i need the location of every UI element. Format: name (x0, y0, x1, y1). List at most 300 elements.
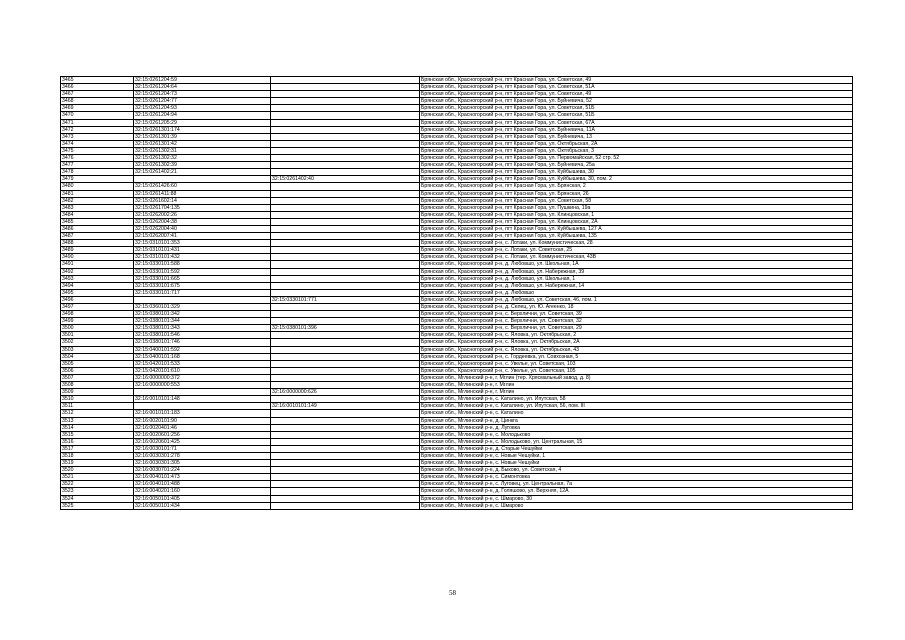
address-cell: Брянская обл., Красногорский р-н, пгт Красная Гора, ул. Советская, 49 (420, 91, 853, 98)
row-number-cell: 3484 (61, 211, 134, 218)
address-cell: Брянская обл., Красногорский р-н, пгт Красная Гора, ул. Октябрьская, 3 (420, 147, 853, 154)
row-number-cell: 3485 (61, 218, 134, 225)
table-row (61, 112, 853, 119)
table-row (61, 77, 853, 84)
cadastral-number-cell: 32:15:0261402:21 (134, 169, 271, 176)
cadastral-number-cell: 32:15:0262004:40 (134, 225, 271, 232)
cadastral-number-cell: 32:15:0420101:533 (134, 360, 271, 367)
related-cadastral-number-cell (271, 84, 420, 91)
related-cadastral-number-cell (271, 98, 420, 105)
related-cadastral-number-cell (271, 445, 420, 452)
table-row (61, 346, 853, 353)
row-number-cell: 3495 (61, 289, 134, 296)
address-cell: Брянская обл., Мглинский р-н, д. Быково, ул. Советская, 4 (420, 467, 853, 474)
related-cadastral-number-cell: 32:16:0000000:626 (271, 389, 420, 396)
table-row (61, 218, 853, 225)
table-row (61, 445, 853, 452)
address-cell: Брянская обл., Красногорский р-н, пгт Красная Гора, ул. Советская, 51Б (420, 112, 853, 119)
table-row (61, 225, 853, 232)
cadastral-number-cell: 32:15:0261302:39 (134, 162, 271, 169)
row-number-cell: 3494 (61, 282, 134, 289)
address-cell: Брянская обл., Красногорский р-н, пгт Красная Гора, ул. Куйбышева, 135 (420, 233, 853, 240)
cadastral-number-cell (134, 403, 271, 410)
table-row (61, 360, 853, 367)
table-row (61, 176, 853, 183)
cadastral-number-cell: 32:15:0330101:588 (134, 261, 271, 268)
table-row (61, 204, 853, 211)
table-row (61, 325, 853, 332)
cadastral-number-cell: 32:15:0380101:546 (134, 332, 271, 339)
address-cell: Брянская обл., Красногорский р-н, с. Яловка, ул. Октябрьская, 43 (420, 346, 853, 353)
address-cell: Брянская обл., Красногорский р-н, пгт Красная Гора, ул. Октябрьская, 2А (420, 140, 853, 147)
table-row (61, 133, 853, 140)
row-number-cell: 3479 (61, 176, 134, 183)
related-cadastral-number-cell (271, 353, 420, 360)
row-number-cell: 3515 (61, 431, 134, 438)
row-number-cell: 3490 (61, 254, 134, 261)
table-row (61, 318, 853, 325)
table-row (61, 367, 853, 374)
property-table (60, 76, 853, 510)
cadastral-number-cell: 32:15:0330101:675 (134, 282, 271, 289)
row-number-cell: 3512 (61, 410, 134, 417)
cadastral-number-cell: 32:16:0050101:434 (134, 502, 271, 509)
address-cell: Брянская обл., Красногорский р-н, пгт Красная Гора, ул. Куйбышева, 30 (420, 169, 853, 176)
cadastral-number-cell: 32:16:0000000:553 (134, 382, 271, 389)
related-cadastral-number-cell: 32:15:0330101:771 (271, 296, 420, 303)
related-cadastral-number-cell: 32:15:0261402:40 (271, 176, 420, 183)
table-row (61, 197, 853, 204)
cadastral-number-cell: 32:15:0400101:168 (134, 353, 271, 360)
page-number: 58 (449, 589, 456, 597)
table-row (61, 431, 853, 438)
row-number-cell: 3511 (61, 403, 134, 410)
address-cell: Брянская обл., Мглинский р-н, с. Симонтовка (420, 474, 853, 481)
row-number-cell: 3508 (61, 382, 134, 389)
table-row (61, 353, 853, 360)
cadastral-number-cell: 32:15:0261204:77 (134, 98, 271, 105)
table-row (61, 502, 853, 509)
cadastral-number-cell: 32:15:0310101:431 (134, 247, 271, 254)
address-cell: Брянская обл., Красногорский р-н, с. Гордеевка, ул. Совхозная, 5 (420, 353, 853, 360)
table-row (61, 247, 853, 254)
row-number-cell: 3473 (61, 133, 134, 140)
address-cell: Брянская обл., Красногорский р-н, с. Верхлични, ул. Советская, 32 (420, 318, 853, 325)
related-cadastral-number-cell (271, 431, 420, 438)
table-row (61, 410, 853, 417)
related-cadastral-number-cell (271, 424, 420, 431)
address-cell: Брянская обл., Красногорский р-н, пгт Красная Гора, ул. Советская, 51А (420, 84, 853, 91)
row-number-cell: 3489 (61, 247, 134, 254)
table-row (61, 282, 853, 289)
related-cadastral-number-cell (271, 495, 420, 502)
cadastral-number-cell: 32:16:0040201:160 (134, 488, 271, 495)
address-cell: Брянская обл., Красногорский р-н, пгт Красная Гора, ул. Буйневича, 52 (420, 98, 853, 105)
row-number-cell: 3503 (61, 346, 134, 353)
related-cadastral-number-cell: 32:16:0010101:149 (271, 403, 420, 410)
address-cell: Брянская обл., Мглинский р-н, с. Молодьково (420, 431, 853, 438)
table-row (61, 452, 853, 459)
row-number-cell: 3486 (61, 225, 134, 232)
table-row (61, 374, 853, 381)
related-cadastral-number-cell (271, 126, 420, 133)
cadastral-number-cell: 32:15:0261602:14 (134, 197, 271, 204)
row-number-cell: 3500 (61, 325, 134, 332)
address-cell: Брянская обл., Мглинский р-н, с. Шмарово (420, 502, 853, 509)
address-cell: Брянская обл., Красногорский р-н, пгт Красная Гора, ул. Куйбышева, 127 А (420, 225, 853, 232)
row-number-cell: 3476 (61, 155, 134, 162)
related-cadastral-number-cell (271, 488, 420, 495)
row-number-cell: 3475 (61, 147, 134, 154)
cadastral-number-cell: 32:16:0020101:90 (134, 417, 271, 424)
cadastral-number-cell: 32:15:0261301:42 (134, 140, 271, 147)
row-number-cell: 3483 (61, 204, 134, 211)
related-cadastral-number-cell (271, 119, 420, 126)
table-row (61, 98, 853, 105)
table-row (61, 403, 853, 410)
address-cell: Брянская обл., Красногорский р-н, пгт Красная Гора, ул. Советская, 67А (420, 119, 853, 126)
address-cell: Брянская обл., Мглинский р-н, с. Каталино, ул. Ипутская, 56, пом. III (420, 403, 853, 410)
related-cadastral-number-cell (271, 474, 420, 481)
row-number-cell: 3478 (61, 169, 134, 176)
related-cadastral-number-cell (271, 374, 420, 381)
address-cell: Брянская обл., Красногорский р-н, пгт Красная Гора, ул. Куйбышева, 30, пом. 2 (420, 176, 853, 183)
table-row (61, 233, 853, 240)
row-number-cell: 3501 (61, 332, 134, 339)
related-cadastral-number-cell (271, 346, 420, 353)
related-cadastral-number-cell (271, 183, 420, 190)
related-cadastral-number-cell (271, 233, 420, 240)
row-number-cell: 3521 (61, 474, 134, 481)
cadastral-number-cell: 32:15:0380101:342 (134, 311, 271, 318)
table-row (61, 467, 853, 474)
cadastral-number-cell: 32:16:0030701:224 (134, 467, 271, 474)
cadastral-number-cell: 32:15:0261301:39 (134, 133, 271, 140)
table-row (61, 240, 853, 247)
cadastral-number-cell (134, 296, 271, 303)
related-cadastral-number-cell (271, 77, 420, 84)
address-cell: Брянская обл., Мглинский р-н, г. Мглин (420, 389, 853, 396)
table-row (61, 91, 853, 98)
table-row (61, 424, 853, 431)
related-cadastral-number-cell (271, 197, 420, 204)
related-cadastral-number-cell (271, 417, 420, 424)
row-number-cell: 3467 (61, 91, 134, 98)
related-cadastral-number-cell (271, 438, 420, 445)
table-row (61, 382, 853, 389)
row-number-cell: 3496 (61, 296, 134, 303)
related-cadastral-number-cell (271, 289, 420, 296)
cadastral-number-cell: 32:16:0040101:473 (134, 474, 271, 481)
table-row (61, 254, 853, 261)
row-number-cell: 3468 (61, 98, 134, 105)
related-cadastral-number-cell (271, 318, 420, 325)
table-row (61, 275, 853, 282)
related-cadastral-number-cell (271, 360, 420, 367)
address-cell: Брянская обл., Красногорский р-н, пгт Красная Гора, ул. Пушкина, 19а (420, 204, 853, 211)
address-cell: Брянская обл., Мглинский р-н, с. Каталино (420, 410, 853, 417)
row-number-cell: 3524 (61, 495, 134, 502)
cadastral-number-cell: 32:15:0420101:610 (134, 367, 271, 374)
related-cadastral-number-cell (271, 247, 420, 254)
cadastral-number-cell: 32:15:0330101:665 (134, 275, 271, 282)
related-cadastral-number-cell (271, 133, 420, 140)
cadastral-number-cell: 32:15:0261426:60 (134, 183, 271, 190)
table-row (61, 495, 853, 502)
cadastral-number-cell: 32:15:0261204:94 (134, 112, 271, 119)
address-cell: Брянская обл., Мглинский р-н, д. Голяшово, ул. Верхняя, 12А (420, 488, 853, 495)
address-cell: Брянская обл., Красногорский р-н, с. Верхлични, ул. Советская, 29 (420, 325, 853, 332)
address-cell: Брянская обл., Красногорский р-н, пгт Красная Гора, ул. Буйневича, 13 (420, 133, 853, 140)
cadastral-number-cell: 32:15:0262007:41 (134, 233, 271, 240)
row-number-cell: 3517 (61, 445, 134, 452)
address-cell: Брянская обл., Мглинский р-н, д. Цинкга (420, 417, 853, 424)
cadastral-number-cell (134, 176, 271, 183)
address-cell: Брянская обл., Мглинский р-н, д. Луговка (420, 424, 853, 431)
address-cell: Брянская обл., Красногорский р-н, пгт Красная Гора, ул. Советская, 58 (420, 197, 853, 204)
cadastral-number-cell: 32:16:0010101:183 (134, 410, 271, 417)
table-row (61, 211, 853, 218)
related-cadastral-number-cell (271, 502, 420, 509)
related-cadastral-number-cell (271, 282, 420, 289)
related-cadastral-number-cell (271, 155, 420, 162)
address-cell: Брянская обл., Красногорский р-н, д. Любовшо, ул. Школьная, 1А (420, 261, 853, 268)
row-number-cell: 3493 (61, 275, 134, 282)
related-cadastral-number-cell (271, 268, 420, 275)
cadastral-number-cell: 32:16:0020401:46 (134, 424, 271, 431)
address-cell: Брянская обл., Красногорский р-н, с. Лотаки, ул. Советская, 25 (420, 247, 853, 254)
address-cell: Брянская обл., Красногорский р-н, пгт Красная Гора, ул. Первомайская, 52 стр. 52 (420, 155, 853, 162)
cadastral-number-cell: 32:15:0400101:592 (134, 346, 271, 353)
address-cell: Брянская обл., Красногорский р-н, пгт Красная Гора, ул. Советская, 49 (420, 77, 853, 84)
cadastral-number-cell: 32:15:0261302:31 (134, 147, 271, 154)
cadastral-number-cell: 32:15:0380101:344 (134, 318, 271, 325)
cadastral-number-cell: 32:15:0330101:592 (134, 268, 271, 275)
address-cell: Брянская обл., Красногорский р-н, с. Увелье, ул. Советская, 103 (420, 360, 853, 367)
related-cadastral-number-cell (271, 190, 420, 197)
address-cell: Брянская обл., Мглинский р-н, г. Мглин (тер. Хрясмальный завод, д. 8) (420, 374, 853, 381)
table-row (61, 140, 853, 147)
row-number-cell: 3514 (61, 424, 134, 431)
address-cell: Брянская обл., Красногорский р-н, пгт Красная Гора, ул. Брянская, 2 (420, 183, 853, 190)
table-row (61, 332, 853, 339)
related-cadastral-number-cell (271, 481, 420, 488)
table-row (61, 488, 853, 495)
cadastral-number-cell: 32:15:0261204:64 (134, 84, 271, 91)
table-row (61, 147, 853, 154)
table-row (61, 311, 853, 318)
address-cell: Брянская обл., Красногорский р-н, д. Любовшо, ул. Советская, 46, пом. 1 (420, 296, 853, 303)
row-number-cell: 3516 (61, 438, 134, 445)
row-number-cell: 3474 (61, 140, 134, 147)
related-cadastral-number-cell (271, 452, 420, 459)
row-number-cell: 3497 (61, 304, 134, 311)
row-number-cell: 3523 (61, 488, 134, 495)
related-cadastral-number-cell (271, 204, 420, 211)
row-number-cell: 3492 (61, 268, 134, 275)
table-row (61, 438, 853, 445)
table-row (61, 481, 853, 488)
property-table-body (61, 77, 853, 510)
related-cadastral-number-cell (271, 261, 420, 268)
address-cell: Брянская обл., Красногорский р-н, с. Увелье, ул. Советская, 105 (420, 367, 853, 374)
row-number-cell: 3522 (61, 481, 134, 488)
related-cadastral-number-cell (271, 339, 420, 346)
related-cadastral-number-cell (271, 91, 420, 98)
cadastral-number-cell: 32:16:0030101:71 (134, 445, 271, 452)
table-row (61, 190, 853, 197)
address-cell: Брянская обл., Мглинский р-н, с. Молодьково, ул. Центральная, 15 (420, 438, 853, 445)
cadastral-number-cell: 32:15:0261301:174 (134, 126, 271, 133)
cadastral-number-cell: 32:15:0261411:88 (134, 190, 271, 197)
address-cell: Брянская обл., Красногорский р-н, д. Любовшо (420, 289, 853, 296)
row-number-cell: 3477 (61, 162, 134, 169)
cadastral-number-cell: 32:15:0261204:59 (134, 77, 271, 84)
address-cell: Брянская обл., Красногорский р-н, д. Любовшо, ул. Набережная, 39 (420, 268, 853, 275)
address-cell: Брянская обл., Красногорский р-н, пгт Красная Гора, ул. Советская, 51Б (420, 105, 853, 112)
address-cell: Брянская обл., Мглинский р-н, г. Мглин (420, 382, 853, 389)
related-cadastral-number-cell (271, 147, 420, 154)
address-cell: Брянская обл., Мглинский р-н, с. Луговец, ул. Центральная, 7а (420, 481, 853, 488)
address-cell: Брянская обл., Красногорский р-н, д. Любовшо, ул. Набережная, 14 (420, 282, 853, 289)
cadastral-number-cell: 32:15:0261205:29 (134, 119, 271, 126)
row-number-cell: 3525 (61, 502, 134, 509)
related-cadastral-number-cell (271, 275, 420, 282)
address-cell: Брянская обл., Мглинский р-н, с. Новые Чешуйки (420, 460, 853, 467)
cadastral-number-cell: 32:15:0310101:432 (134, 254, 271, 261)
table-row (61, 183, 853, 190)
address-cell: Брянская обл., Мглинский р-н, с. Новые Чешуйки, 1 (420, 452, 853, 459)
related-cadastral-number-cell (271, 162, 420, 169)
row-number-cell: 3488 (61, 240, 134, 247)
cadastral-number-cell: 32:15:0261704:135 (134, 204, 271, 211)
table-row (61, 474, 853, 481)
cadastral-number-cell: 32:16:0030301:278 (134, 452, 271, 459)
table-row (61, 289, 853, 296)
table-row (61, 261, 853, 268)
address-cell: Брянская обл., Красногорский р-н, с. Яловка, ул. Октябрьская, 2А (420, 339, 853, 346)
table-row (61, 162, 853, 169)
table-row (61, 155, 853, 162)
cadastral-number-cell: 32:16:0030301:305 (134, 460, 271, 467)
row-number-cell: 3498 (61, 311, 134, 318)
row-number-cell: 3519 (61, 460, 134, 467)
row-number-cell: 3472 (61, 126, 134, 133)
related-cadastral-number-cell (271, 367, 420, 374)
cadastral-number-cell: 32:15:0360101:329 (134, 304, 271, 311)
address-cell: Брянская обл., Красногорский р-н, д. Любовшо, ул. Школьная, 1 (420, 275, 853, 282)
row-number-cell: 3509 (61, 389, 134, 396)
related-cadastral-number-cell (271, 467, 420, 474)
row-number-cell: 3491 (61, 261, 134, 268)
row-number-cell: 3487 (61, 233, 134, 240)
row-number-cell: 3465 (61, 77, 134, 84)
row-number-cell: 3520 (61, 467, 134, 474)
row-number-cell: 3513 (61, 417, 134, 424)
row-number-cell: 3471 (61, 119, 134, 126)
row-number-cell: 3518 (61, 452, 134, 459)
cadastral-number-cell: 32:15:0262004:38 (134, 218, 271, 225)
table-row (61, 304, 853, 311)
cadastral-number-cell: 32:15:0330101:717 (134, 289, 271, 296)
row-number-cell: 3466 (61, 84, 134, 91)
row-number-cell: 3505 (61, 360, 134, 367)
row-number-cell: 3502 (61, 339, 134, 346)
cadastral-number-cell: 32:15:0380101:746 (134, 339, 271, 346)
address-cell: Брянская обл., Красногорский р-н, пгт Красная Гора, ул. Буйневича, 11А (420, 126, 853, 133)
related-cadastral-number-cell (271, 225, 420, 232)
related-cadastral-number-cell (271, 169, 420, 176)
address-cell: Брянская обл., Красногорский р-н, пгт Красная Гора, ул. Брянская, 26 (420, 190, 853, 197)
cadastral-number-cell: 32:15:0261204:73 (134, 91, 271, 98)
cadastral-number-cell: 32:16:0000000:372 (134, 374, 271, 381)
row-number-cell: 3507 (61, 374, 134, 381)
row-number-cell: 3482 (61, 197, 134, 204)
row-number-cell: 3510 (61, 396, 134, 403)
table-row (61, 119, 853, 126)
row-number-cell: 3481 (61, 190, 134, 197)
table-row (61, 389, 853, 396)
address-cell: Брянская обл., Красногорский р-н, с. Яловка, ул. Октябрьская, 2 (420, 332, 853, 339)
address-cell: Брянская обл., Красногорский р-н, пгт Красная Гора, ул. Клинцовская, 1 (420, 211, 853, 218)
table-row (61, 339, 853, 346)
address-cell: Брянская обл., Красногорский р-н, д. Селец, ул. Ю. Агеенко, 18 (420, 304, 853, 311)
related-cadastral-number-cell: 32:15:0380101:396 (271, 325, 420, 332)
table-row (61, 417, 853, 424)
row-number-cell: 3499 (61, 318, 134, 325)
address-cell: Брянская обл., Мглинский р-н, д. Старые Чешуйки (420, 445, 853, 452)
address-cell: Брянская обл., Красногорский р-н, с. Лотаки, ул. Коммунистическая, 28 (420, 240, 853, 247)
table-row (61, 396, 853, 403)
address-cell: Брянская обл., Мглинский р-н, с. Каталино, ул. Ипутская, 58 (420, 396, 853, 403)
address-cell: Брянская обл., Мглинский р-н, с. Шмарово, 30 (420, 495, 853, 502)
related-cadastral-number-cell (271, 460, 420, 467)
related-cadastral-number-cell (271, 240, 420, 247)
row-number-cell: 3469 (61, 105, 134, 112)
row-number-cell: 3506 (61, 367, 134, 374)
related-cadastral-number-cell (271, 410, 420, 417)
row-number-cell: 3504 (61, 353, 134, 360)
cadastral-number-cell: 32:15:0261204:93 (134, 105, 271, 112)
address-cell: Брянская обл., Красногорский р-н, пгт Красная Гора, ул. Клинцовская, 2А (420, 218, 853, 225)
related-cadastral-number-cell (271, 218, 420, 225)
related-cadastral-number-cell (271, 112, 420, 119)
related-cadastral-number-cell (271, 140, 420, 147)
related-cadastral-number-cell (271, 211, 420, 218)
related-cadastral-number-cell (271, 396, 420, 403)
table-row (61, 268, 853, 275)
related-cadastral-number-cell (271, 254, 420, 261)
related-cadastral-number-cell (271, 332, 420, 339)
cadastral-number-cell: 32:16:0050101:405 (134, 495, 271, 502)
cadastral-number-cell: 32:15:0262002:26 (134, 211, 271, 218)
cadastral-number-cell: 32:16:0010101:148 (134, 396, 271, 403)
cadastral-number-cell: 32:15:0310101:353 (134, 240, 271, 247)
row-number-cell: 3470 (61, 112, 134, 119)
address-cell: Брянская обл., Красногорский р-н, с. Верхлични, ул. Советская, 39 (420, 311, 853, 318)
related-cadastral-number-cell (271, 105, 420, 112)
related-cadastral-number-cell (271, 382, 420, 389)
table-row (61, 126, 853, 133)
address-cell: Брянская обл., Красногорский р-н, с. Лотаки, ул. Коммунистическая, 43В (420, 254, 853, 261)
table-row (61, 296, 853, 303)
table-row (61, 105, 853, 112)
cadastral-number-cell: 32:15:0261302:32 (134, 155, 271, 162)
cadastral-number-cell: 32:16:0020601:425 (134, 438, 271, 445)
table-row (61, 84, 853, 91)
row-number-cell: 3480 (61, 183, 134, 190)
address-cell: Брянская обл., Красногорский р-н, пгт Красная Гора, ул. Буйневича, 25а (420, 162, 853, 169)
